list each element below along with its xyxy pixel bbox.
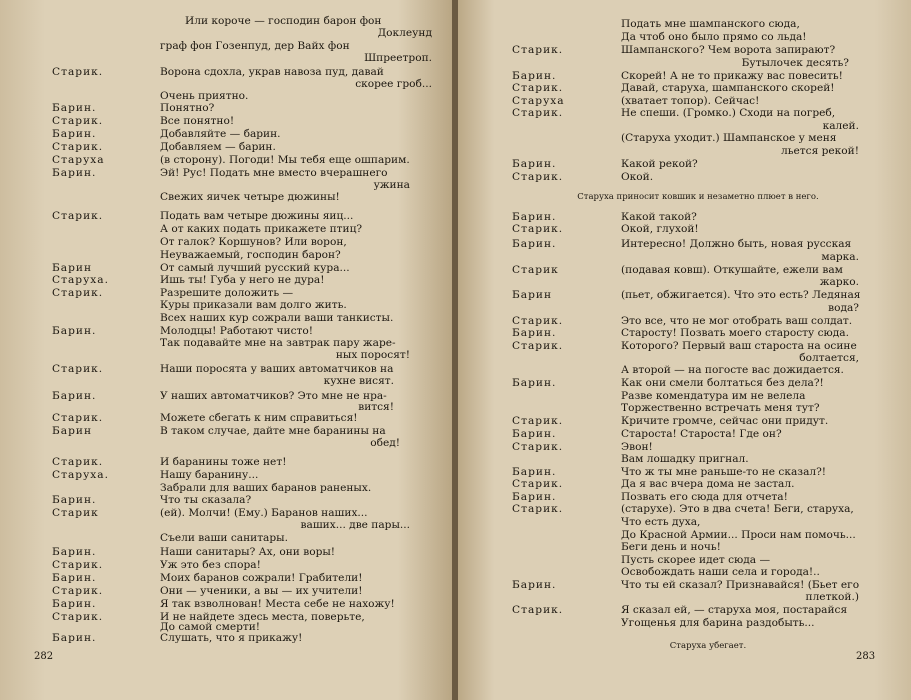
- text-line: болтается,: [799, 352, 859, 364]
- speaker: Барин.: [52, 167, 97, 179]
- text-line: Куры приказали вам долго жить.: [160, 299, 347, 311]
- text-line: Эй! Рус! Подать мне вместо вчерашнего: [160, 167, 388, 179]
- text-line: Добавляйте — барин.: [160, 128, 281, 140]
- text-line: От самый лучший русский кура...: [160, 262, 350, 274]
- text-line: (пьет, обжигается). Что это есть? Ледяная: [621, 289, 861, 301]
- text-line: (старухе). Это в два счета! Беги, старуха,: [621, 503, 854, 515]
- speaker: Барин.: [52, 494, 97, 506]
- text-line: обед!: [370, 437, 400, 449]
- text-line: Староста! Староста! Где он?: [621, 428, 782, 440]
- left-page: [0, 0, 452, 700]
- text-line: Я так взволнован! Места себе не нахожу!: [160, 598, 395, 610]
- speaker: Барин.: [52, 598, 97, 610]
- text-line: Да чтоб оно было прямо со льда!: [621, 31, 807, 43]
- speaker: Барин.: [512, 327, 557, 339]
- text-line: вода?: [828, 302, 859, 314]
- text-line: Которого? Первый ваш староста на осине: [621, 340, 857, 352]
- speaker: Барин: [512, 289, 553, 301]
- speaker: Старик.: [52, 611, 104, 623]
- stage-direction: Старуха приносит ковшик и незаметно плюет в него.: [577, 192, 819, 202]
- text-line: Да я вас вчера дома не застал.: [621, 478, 795, 490]
- text-line: Ворона сдохла, украв навоза пуд, давай: [160, 66, 384, 78]
- speaker: Барин.: [512, 466, 557, 478]
- text-line: Какой рекой?: [621, 158, 698, 170]
- speaker: Старик.: [52, 412, 104, 424]
- text-line: Старосту! Позвать моего старосту сюда.: [621, 327, 849, 339]
- speaker: Барин.: [512, 158, 557, 170]
- stage-direction: Старуха убегает.: [669, 641, 747, 651]
- text-line: Что ты сказала?: [160, 494, 252, 506]
- text-line: ужина: [373, 179, 410, 191]
- text-line: Молодцы! Работают чисто!: [160, 325, 314, 337]
- page-number: 282: [34, 651, 54, 662]
- text-line: Так подавайте мне на завтрак пару жаре-: [160, 337, 396, 349]
- text-line: Не спеши. (Громко.) Сходи на погреб,: [621, 107, 836, 119]
- speaker: Старик.: [52, 287, 104, 299]
- text-line: А второй — на погосте вас дожидается.: [621, 364, 844, 376]
- speaker: Барин: [52, 425, 93, 437]
- text-line: (в сторону). Погоди! Мы тебя еще ошпарим.: [160, 154, 410, 166]
- speaker: Старик.: [52, 210, 104, 222]
- speaker: Старик.: [512, 82, 564, 94]
- speaker: Старик.: [512, 503, 564, 515]
- text-line: Шампанского? Чем ворота запирают?: [621, 44, 836, 56]
- text-line: Они — ученики, а вы — их учители!: [160, 585, 363, 597]
- text-line: Неуважаемый, господин барон?: [160, 249, 341, 261]
- speaker: Барин.: [512, 428, 557, 440]
- text-line: Шпреетроп.: [364, 52, 432, 64]
- speaker: Старуха.: [52, 274, 109, 286]
- speaker: Старик.: [512, 340, 564, 352]
- speaker: Барин.: [512, 491, 557, 503]
- speaker: Старик.: [52, 456, 104, 468]
- text-line: жарко.: [819, 276, 859, 288]
- speaker: Старик.: [52, 559, 104, 571]
- speaker: Старик.: [512, 315, 564, 327]
- text-line: До Красной Армии... Проси нам помочь...: [621, 529, 856, 541]
- speaker: Старик: [512, 264, 559, 276]
- speaker: Старик.: [52, 115, 104, 127]
- text-line: Доклеунд: [377, 27, 432, 39]
- text-line: Эвон!: [621, 441, 653, 453]
- text-line: Подать мне шампанского сюда,: [621, 18, 800, 30]
- speaker: Барин.: [52, 632, 97, 644]
- text-line: У наших автоматчиков? Это мне не нра-: [160, 390, 387, 402]
- text-line: Наши поросята у ваших автоматчиков на: [160, 363, 394, 375]
- speaker: Старик.: [512, 107, 564, 119]
- text-line: Окой.: [621, 171, 654, 183]
- text-line: А от каких подать прикажете птиц?: [160, 223, 363, 235]
- text-line: Давай, старуха, шампанского скорей!: [621, 82, 835, 94]
- text-line: Разрешите доложить —: [160, 287, 294, 299]
- page-number: 283: [856, 651, 876, 662]
- text-line: граф фон Гозенпуд, дер Вайх фон: [160, 40, 350, 52]
- speaker: Старуха.: [52, 469, 109, 481]
- text-line: Или короче — господин барон фон: [185, 15, 382, 27]
- speaker: Старик.: [512, 415, 564, 427]
- speaker: Старик.: [512, 44, 564, 56]
- speaker: Старик.: [52, 141, 104, 153]
- text-line: До самой смерти!: [160, 621, 261, 633]
- text-line: Какой такой?: [621, 211, 697, 223]
- text-line: плеткой.): [805, 591, 859, 603]
- text-line: Что ты ей сказал? Признавайся! (Бьет его: [621, 579, 860, 591]
- text-line: (хватает топор). Сейчас!: [621, 95, 760, 107]
- speaker: Барин.: [52, 390, 97, 402]
- text-line: кухне висят.: [323, 375, 394, 387]
- text-line: Это все, что не мог отобрать ваш солдат.: [621, 315, 853, 327]
- text-line: Вам лошадку пригнал.: [621, 453, 749, 465]
- text-line: В таком случае, дайте мне баранины на: [160, 425, 386, 437]
- right-page: [458, 0, 911, 700]
- text-line: марка.: [821, 251, 859, 263]
- text-line: Наши санитары? Ах, они воры!: [160, 546, 336, 558]
- text-line: Можете сбегать к ним справиться!: [160, 412, 358, 424]
- speaker: Старик.: [52, 66, 104, 78]
- text-line: Окой, глухой!: [621, 223, 699, 235]
- speaker: Барин.: [512, 70, 557, 82]
- speaker: Старик.: [52, 585, 104, 597]
- text-line: ваших... две пары...: [300, 519, 410, 531]
- text-line: Ишь ты! Губа у него не дура!: [160, 274, 325, 286]
- speaker: Старуха: [512, 95, 565, 107]
- speaker: Барин.: [52, 546, 97, 558]
- text-line: Кричите громче, сейчас они придут.: [621, 415, 829, 427]
- text-line: (Старуха уходит.) Шампанское у меня: [621, 132, 837, 144]
- speaker: Старик.: [52, 363, 104, 375]
- text-line: скорее гроб...: [355, 78, 432, 90]
- text-line: Все понятно!: [160, 115, 235, 127]
- speaker: Старик.: [512, 441, 564, 453]
- speaker: Старик.: [512, 223, 564, 235]
- text-line: Что есть духа,: [621, 516, 701, 528]
- speaker: Барин: [52, 262, 93, 274]
- text-line: (подавая ковш). Откушайте, ежели вам: [621, 264, 843, 276]
- text-line: Пусть скорее идет сюда —: [621, 554, 771, 566]
- text-line: Съели ваши санитары.: [160, 532, 288, 544]
- text-line: Торжественно встречать меня тут?: [621, 402, 820, 414]
- speaker: Барин.: [512, 377, 557, 389]
- speaker: Старик.: [512, 478, 564, 490]
- text-line: Уж это без спора!: [160, 559, 261, 571]
- text-line: калей.: [822, 120, 859, 132]
- text-line: Интересно! Должно быть, новая русская: [621, 238, 852, 250]
- speaker: Барин.: [52, 128, 97, 140]
- text-line: Бутылочек десять?: [741, 57, 849, 69]
- text-line: Нашу баранину...: [160, 469, 259, 481]
- text-line: Понятно?: [160, 102, 215, 114]
- speaker: Барин.: [52, 325, 97, 337]
- text-line: Всех наших кур сожрали ваши танкисты.: [160, 312, 394, 324]
- speaker: Старуха: [52, 154, 105, 166]
- text-line: вится!: [358, 401, 394, 413]
- text-line: Позвать его сюда для отчета!: [621, 491, 788, 503]
- speaker: Барин.: [52, 102, 97, 114]
- text-line: Слушать, что я прикажу!: [160, 632, 303, 644]
- text-line: Подать вам четыре дюжины яиц...: [160, 210, 354, 222]
- text-line: Освобождать наши села и города!..: [621, 566, 820, 578]
- text-line: (ей). Молчи! (Ему.) Баранов наших...: [160, 507, 368, 519]
- text-line: И не найдете здесь места, поверьте,: [160, 611, 365, 623]
- text-line: Скорей! А не то прикажу вас повесить!: [621, 70, 843, 82]
- text-line: Добавляем — барин.: [160, 141, 276, 153]
- text-line: Забрали для ваших баранов раненых.: [160, 482, 372, 494]
- text-line: Что ж ты мне раньше-то не сказал?!: [621, 466, 827, 478]
- speaker: Барин.: [52, 572, 97, 584]
- text-line: От галок? Коршунов? Или ворон,: [160, 236, 347, 248]
- speaker: Старик: [52, 507, 99, 519]
- speaker: Барин.: [512, 579, 557, 591]
- text-line: льется рекой!: [781, 145, 859, 157]
- speaker: Старик.: [512, 171, 564, 183]
- text-line: Угощенья для барина раздобыть...: [621, 617, 815, 629]
- text-line: Беги день и ночь!: [621, 541, 721, 553]
- text-line: Свежих яичек четыре дюжины!: [160, 191, 340, 203]
- text-line: Очень приятно.: [160, 90, 249, 102]
- speaker: Барин.: [512, 238, 557, 250]
- text-line: Разве комендатура им не велела: [621, 390, 806, 402]
- text-line: Я сказал ей, — старуха моя, постарайся: [621, 604, 848, 616]
- text-line: Моих баранов сожрали! Грабители!: [160, 572, 363, 584]
- text-line: И баранины тоже нет!: [160, 456, 287, 468]
- speaker: Старик.: [512, 604, 564, 616]
- speaker: Барин.: [512, 211, 557, 223]
- text-line: Как они смели болтаться без дела?!: [621, 377, 824, 389]
- text-line: ных поросят!: [335, 349, 410, 361]
